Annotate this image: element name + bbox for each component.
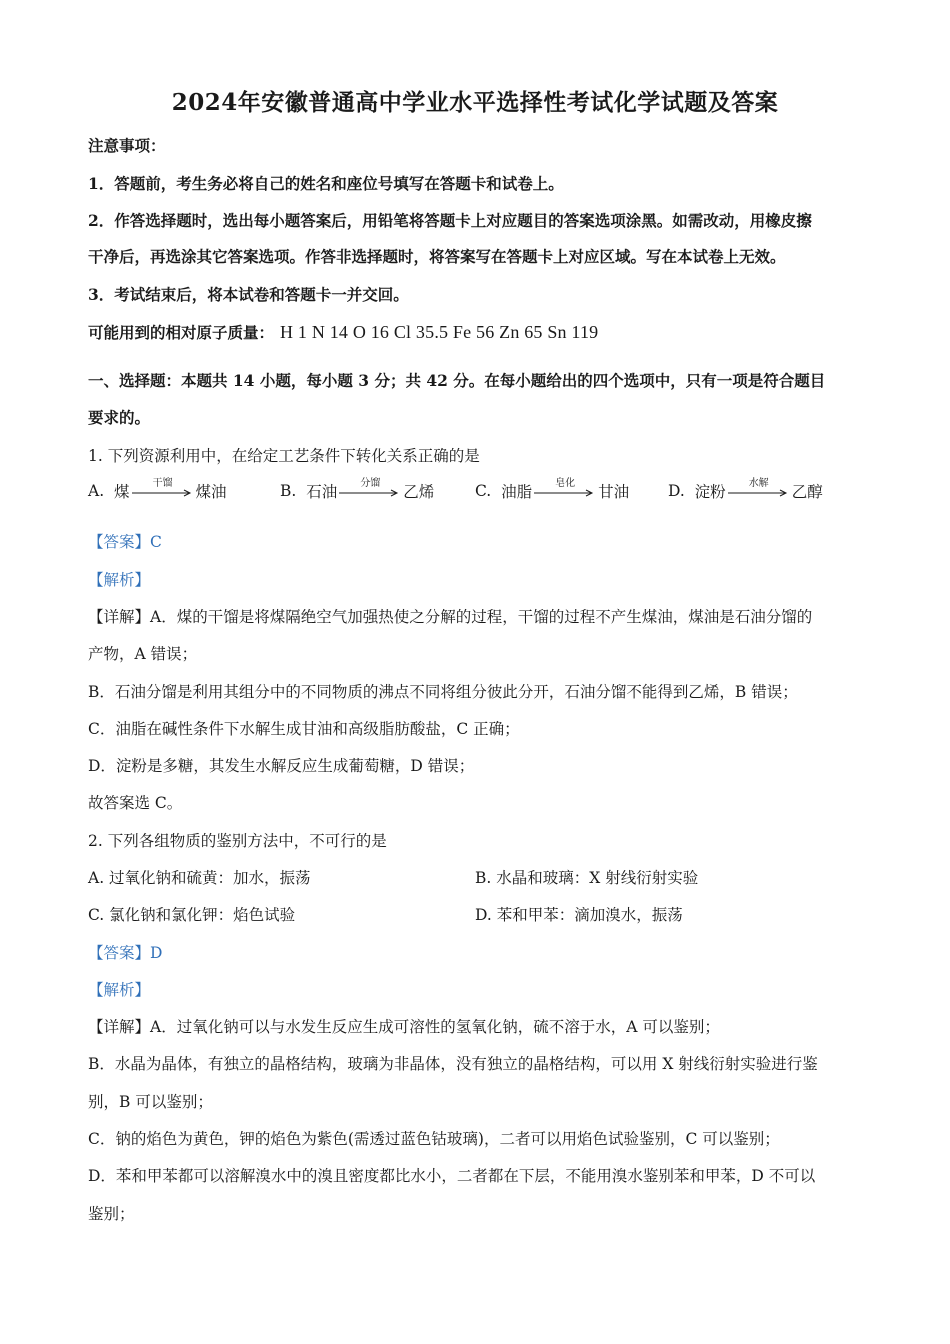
q1-detail-5: D．淀粉是多糖，其发生水解反应生成葡萄糖，D 错误； <box>88 757 475 775</box>
q2-detail-6: 鉴别； <box>88 1205 135 1223</box>
reaction-arrow: 干馏 <box>132 479 194 497</box>
notice-item-3: 3．考试结束后，将本试卷和答题卡一并交回。 <box>88 285 409 304</box>
q1-option-a: A. 煤 干馏 煤油 <box>88 478 227 501</box>
q1-stem: 1. 下列资源利用中，在给定工艺条件下转化关系正确的是 <box>88 447 480 465</box>
section1-heading-cont: 要求的。 <box>88 408 151 427</box>
notice-item-2: 2．作答选择题时，选出每小题答案后，用铅笔将答题卡上对应题目的答案选项涂黑。如需改动，用橡皮擦 <box>88 211 812 230</box>
atomic-mass-line <box>88 321 598 343</box>
q2-option-c: C. 氯化钠和氯化钾：焰色试验 <box>88 906 296 924</box>
q1-answer: 【答案】C <box>88 533 162 551</box>
reaction-arrow: 皂化 <box>534 479 596 497</box>
q2-stem: 2. 下列各组物质的鉴别方法中，不可行的是 <box>88 832 387 850</box>
q1-detail-6: 故答案选 C。 <box>88 794 183 812</box>
atomic-mass-values: H 1 N 14 O 16 Cl 35.5 Fe 56 Zn 65 Sn 119 <box>280 322 599 342</box>
q1-option-d: D. 淀粉 水解 乙醇 <box>668 478 823 501</box>
q2-detail-3: 别，B 可以鉴别； <box>88 1093 213 1111</box>
q1-option-b: B. 石油 分馏 乙烯 <box>280 478 435 501</box>
notice-item-2-cont: 干净后，再选涂其它答案选项。作答非选择题时，将答案写在答题卡上对应区域。写在本试卷上无效。 <box>88 247 786 266</box>
arrow-icon <box>339 489 401 497</box>
q1-detail-1: 【详解】A．煤的干馏是将煤隔绝空气加强热使之分解的过程，干馏的过程不产生煤油，煤油是石油分馏的 <box>88 608 813 626</box>
section1-heading: 一、选择题：本题共 14 小题，每小题 3 分；共 42 分。在每小题给出的四个选项中，只有一项是符合题目 <box>88 371 826 390</box>
q2-analysis-label: 【解析】 <box>88 981 151 999</box>
q2-detail-5: D．苯和甲苯都可以溶解溴水中的溴且密度都比水小，二者都在下层，不能用溴水鉴别苯和甲苯，D 不可以 <box>88 1167 816 1185</box>
q2-detail-4: C．钠的焰色为黄色，钾的焰色为紫色(需透过蓝色钴玻璃)，二者可以用焰色试验鉴别，C 可以鉴别； <box>88 1130 780 1148</box>
q2-detail-1: 【详解】A．过氧化钠可以与水发生反应生成可溶性的氢氧化钠，硫不溶于水，A 可以鉴别； <box>88 1018 720 1036</box>
notice-item-1: 1．答题前，考生务必将自己的姓名和座位号填写在答题卡和试卷上。 <box>88 174 564 193</box>
q1-detail-2: 产物，A 错误； <box>88 645 198 663</box>
reaction-arrow: 分馏 <box>339 479 401 497</box>
notice-heading: 注意事项： <box>88 136 166 155</box>
q2-answer: 【答案】D <box>88 944 163 962</box>
q2-option-d: D. 苯和甲苯：滴加溴水，振荡 <box>475 906 683 924</box>
arrow-icon <box>132 489 194 497</box>
page-title: 2024年安徽普通高中学业水平选择性考试化学试题及答案 <box>171 89 779 116</box>
q2-detail-2: B．水晶为晶体，有独立的晶格结构，玻璃为非晶体，没有独立的晶格结构，可以用 X 射线衍射实验进行鉴 <box>88 1055 818 1073</box>
q1-detail-4: C．油脂在碱性条件下水解生成甘油和高级脂肪酸盐，C 正确； <box>88 720 520 738</box>
arrow-icon <box>534 489 596 497</box>
arrow-icon <box>728 489 790 497</box>
q2-option-a: A. 过氧化钠和硫黄：加水，振荡 <box>88 869 311 887</box>
q1-option-c: C. 油脂 皂化 甘油 <box>475 478 630 501</box>
q2-option-b: B. 水晶和玻璃：X 射线衍射实验 <box>475 869 699 887</box>
reaction-arrow: 水解 <box>728 479 790 497</box>
q1-detail-3: B．石油分馏是利用其组分中的不同物质的沸点不同将组分彼此分开，石油分馏不能得到乙烯，B 错误； <box>88 683 798 701</box>
q1-analysis-label: 【解析】 <box>88 571 151 589</box>
atomic-mass-label: 可能用到的相对原子质量： <box>88 323 275 342</box>
